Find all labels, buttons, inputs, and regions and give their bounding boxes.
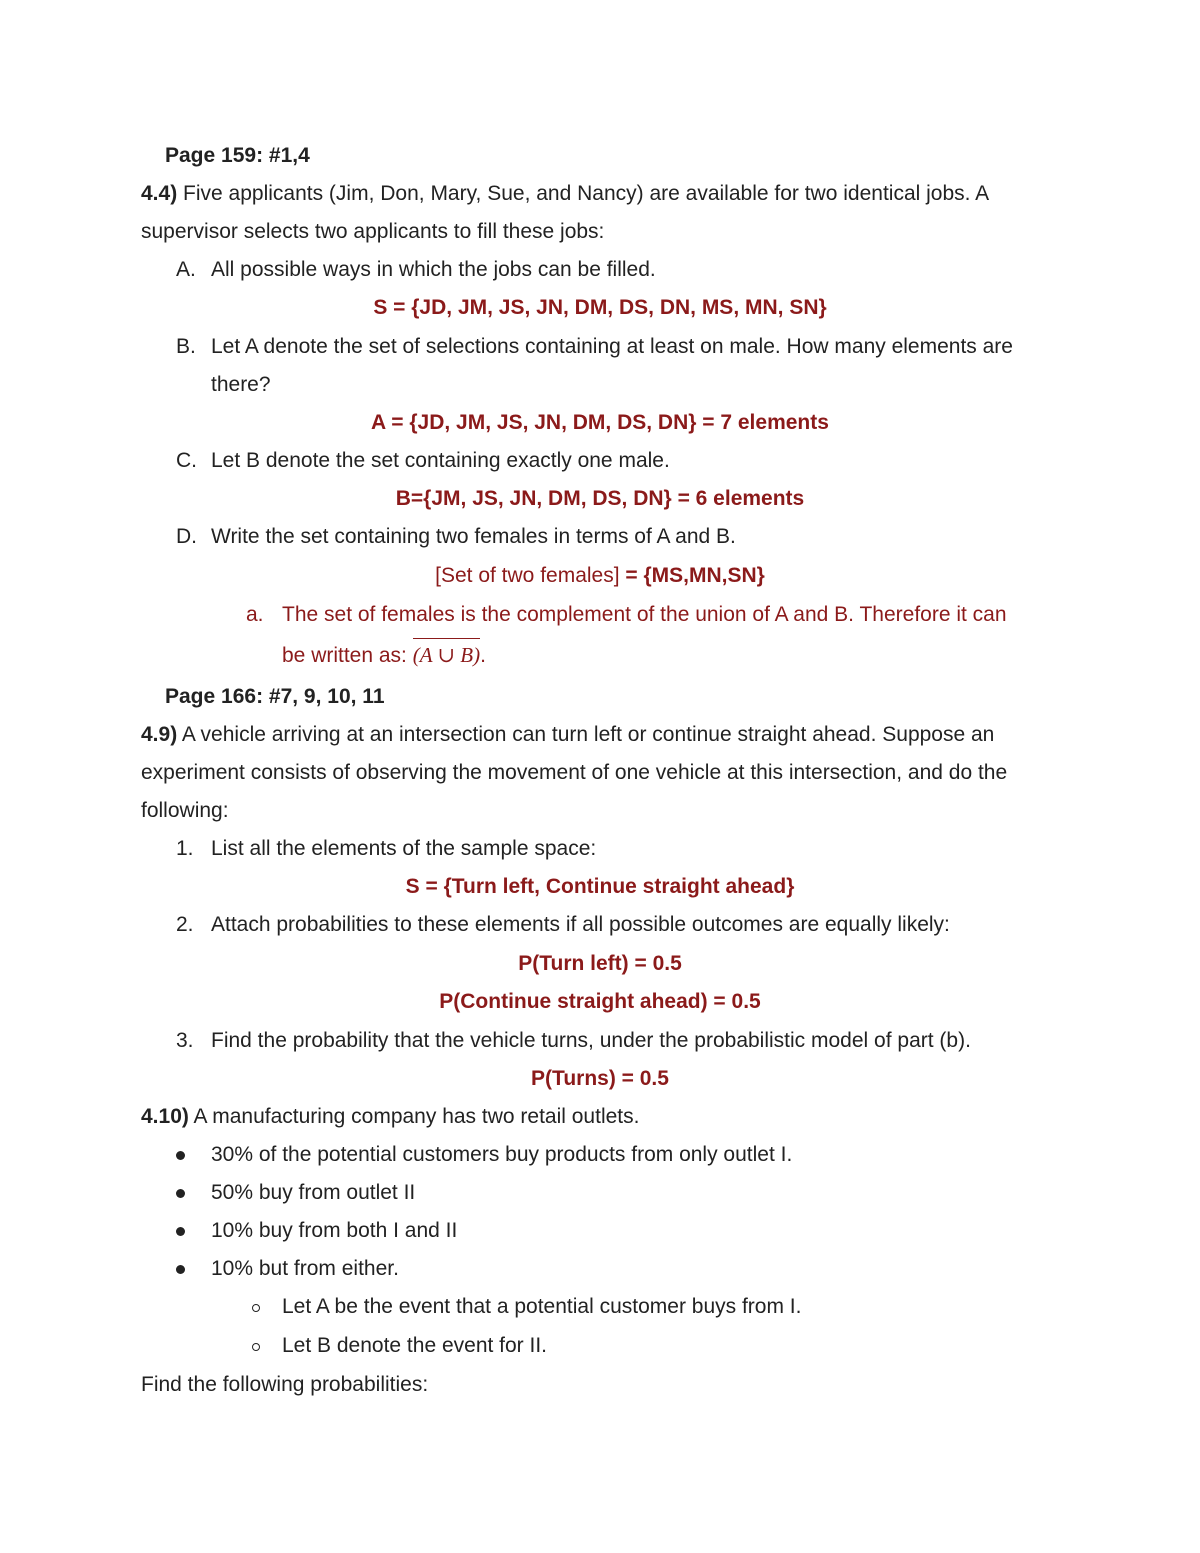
complement-formula: (A ∪ B)	[412, 643, 481, 667]
answer-3: P(Turns) = 0.5	[531, 1067, 669, 1090]
answer-2b: P(Continue straight ahead) = 0.5	[439, 990, 761, 1013]
answer-a: S = {JD, JM, JS, JN, DM, DS, DN, MS, MN, SN}	[373, 296, 827, 319]
bullet-icon	[176, 1227, 185, 1236]
document-page: Page 159: #1,4 4.4) Five applicants (Jim, Don, Mary, Sue, and Nancy) are available for two identical jobs. A supervisor selects two applicants to fill these jobs: A. All possible ways in which the jobs can be filled. S = {JD, JM, JS, JN, DM, DS, DN, MS, MN, SN} B. Let A denote the set of selections containing at least on male. How many elements are there? A = {JD, JM, JS, JN, DM, DS, DN} = 7 elements C. Let B denote the set containing exactly one male. B={JM, JS, JN, DM, DS, DN} = 6 elements D. Write the set containing two females in terms of A and B. [Set of two females] = {MS,MN,SN} a. The set of females is the complement of the union of A and B. Therefore it can be written as: (A ∪ B). Page 166: #7, 9, 10, 11 4.9) A vehicle arriving at an intersection can turn left or continue straight ahead. Suppose an experiment consists of observing the movement of one vehicle at this intersection, and do the following: 1. List all the elements of the sample space: S = {Turn left, Continue straight ahead} 2. Attach probabilities to these elements if all possible outcomes are equally likely: P(Turn left) = 0.5 P(Continue straight ahead) = 0.5 3. Find the probability that the vehicle turns, under the probabilistic model of part (b). P(Turns) = 0.5 4.10) A manufacturing company has two retail outlets. 30% of the potential customers buy products from only outlet I. 50% buy from outlet II 10% buy from both I and II 10% but from either. Let A be the event that a potential customer buys from I. Let B denote the event for II. Find the following probabilities:	[0, 0, 1200, 1553]
answer-b: A = {JD, JM, JS, JN, DM, DS, DN} = 7 elements	[371, 411, 829, 434]
answer-1: S = {Turn left, Continue straight ahead}	[405, 875, 795, 898]
answer-c: B={JM, JS, JN, DM, DS, DN} = 6 elements	[395, 487, 805, 510]
answer-d: [Set of two females] = {MS,MN,SN}	[435, 564, 765, 587]
problem-number: 4.9)	[141, 723, 178, 746]
hollow-bullet-icon	[252, 1343, 260, 1351]
hollow-bullet-icon	[252, 1304, 260, 1312]
bullet-icon	[176, 1265, 185, 1274]
bullet-icon	[176, 1151, 185, 1160]
problem-number: 4.10)	[141, 1105, 189, 1128]
bullet-icon	[176, 1189, 185, 1198]
problem-number: 4.4)	[141, 182, 178, 205]
answer-2a: P(Turn left) = 0.5	[518, 952, 682, 975]
